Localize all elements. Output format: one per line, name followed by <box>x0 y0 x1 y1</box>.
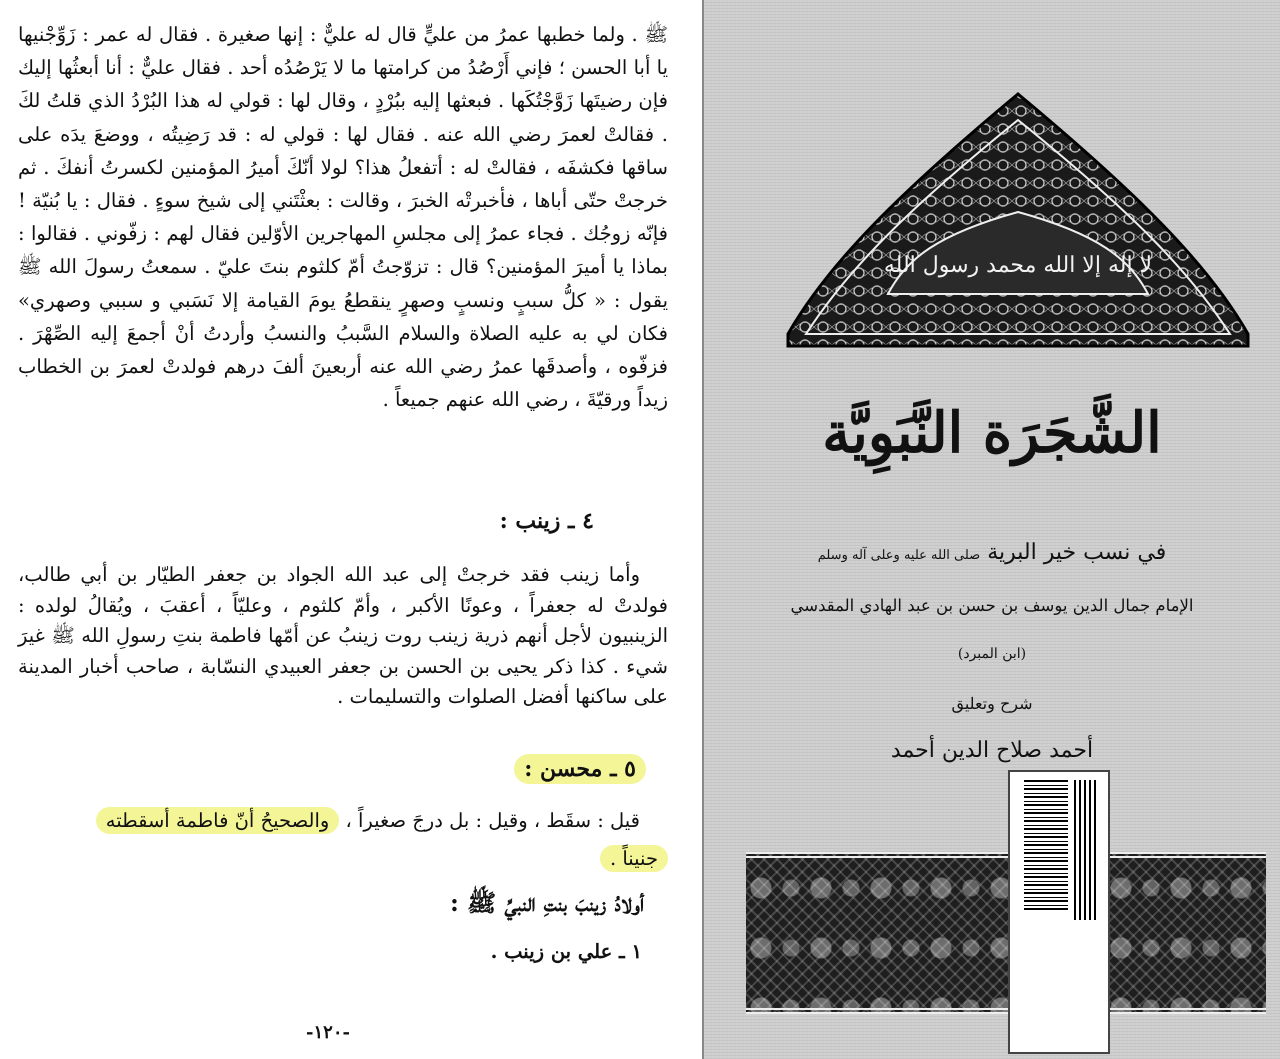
heading-zaynab: ٤ ـ زينب : <box>499 508 594 534</box>
paragraph-1: ﷺ . ولما خطبها عمرُ من عليٍّ قال له عليٌّ : إنها صغيرة . فقال له عمر : زَوِّجْنيها يا أبا الحسن ؛ فإني أَرْصُدُ من كرامتها ما لا يَرْصُدُه أحد . فقال عليٌّ : أنا أبعثُها إليك فإن رضيتَها زَوَّجْتُكَها . فبعثها إليه ببُرْدٍ ، وقال لها : قولي له هذا البُرْدُ الذي قلتُ لكَ . فقالتْ لعمرَ رضي الله عنه . فقال لها : قولي له : قد رَضِيتُه ، ووضعَ يدَه على ساقها فكشفَه ، فقالتْ له : أتفعلُ هذا؟ لولا أنّكَ أميرُ المؤمنين لكسرتُ أنفكَ . ثم خرجتْ حتّى أباها ، فأخبرتْه الخبرَ ، وقالت : بعثْتَني إلى شيخ سوءٍ . فقال : يا بُنيّة ! فإنّه زوجُك . فجاء عمرُ إلى مجلسِ المهاجرين الأوّلين فقال لهم : زفّوني . فقالوا : بماذا يا أميرَ المؤمنين؟ قال : تزوّجتُ أمّ كلثوم بنتَ عليّ . سمعتُ رسولَ الله ﷺ يقول : « كلُّ سببٍ ونسبٍ وصهرٍ ينقطعُ يومَ القيامة إلا نَسَبي و سببي وصهري» فكان لي به عليه الصلاة والسلام السَّببُ والنسبُ وأردتُ أنْ أجمعَ إليه الصِّهْرَ . فزفّوه ، وأصدقَها عمرُ رضي الله عنه أربعينَ ألفَ درهم فولدتْ لعمرَ بن الخطاب زيداً ورقيّةَ ، رضي الله عنهم جميعاً . <box>18 23 668 412</box>
subtitle-salutation: صلى الله عليه وعلى آله وسلم <box>817 548 981 563</box>
list-item: ١ ـ علي بن زينب . <box>490 940 642 963</box>
page-number: -١٢٠- <box>306 1022 350 1043</box>
paragraph-mohsin <box>18 802 668 878</box>
author-name: الإمام جمال الدين يوسف بن حسن بن عبد الهادي المقدسي <box>790 596 1194 615</box>
paragraph-2: وأما زينب فقد خرجتْ إلى عبد الله الجواد بن جعفر الطيّار بن أبي طالب، فولدتْ له جعفراً ، وعونًا الأكبر ، وأمّ كلثوم ، وعليّاً ، أعقبَ ، ويُقالُ لولده : الزينبيون لأجل أنهم ذرية زينب روت زينبُ عن أمّها فاطمة بنتِ رسولِ الله ﷺ غيرَ شيء . كذا ذكر يحيى بن الحسن بن جعفر العبيدي النسّابة ، صاحب أخبار المدينة على ساكنها أفضل الصلوات والتسليمات . <box>18 563 668 708</box>
commentary-label: شرح وتعليق <box>951 694 1033 713</box>
heading-awlad-zaynab: أولادُ زينبَ بنتِ النبيِّ ﷺ : <box>449 888 644 917</box>
barcode-label <box>1008 770 1110 1054</box>
paragraph-zaynab <box>18 560 668 713</box>
heading-mohsin-highlight: ٥ ـ محسن : <box>514 754 646 784</box>
barcode-lines-icon <box>1074 780 1096 920</box>
paragraph-3-end-highlight: جنيناً . <box>600 845 668 872</box>
book-title: الشَّجَرَة النَّبَوِيَّة <box>822 400 1162 466</box>
paragraph-3-plain: قيل : سقَط ، وقيل : بل درجَ صغيراً ، <box>339 809 640 832</box>
right-page <box>686 0 1280 1059</box>
book-cover <box>702 0 1280 1059</box>
editor-name: أحمد صلاح الدين أحمد <box>890 738 1094 763</box>
subtitle-main: في نسب خير البرية <box>987 540 1167 565</box>
ornamental-band <box>746 852 1266 1014</box>
author-alias: (ابن المبرد) <box>957 646 1027 662</box>
barcode-icon <box>1024 780 1068 910</box>
arch-ornament-icon <box>778 84 1258 354</box>
heading-mohsin <box>514 756 646 782</box>
paragraph-3-highlight: والصحيحُ أنّ فاطمة أسقطته <box>96 807 340 834</box>
paragraph-3 <box>18 802 668 878</box>
book-subtitle <box>704 540 1280 565</box>
arch-calligraphy: لا إله إلا الله محمد رسول الله <box>883 253 1153 278</box>
paragraph-umm-kulthum <box>18 18 668 416</box>
